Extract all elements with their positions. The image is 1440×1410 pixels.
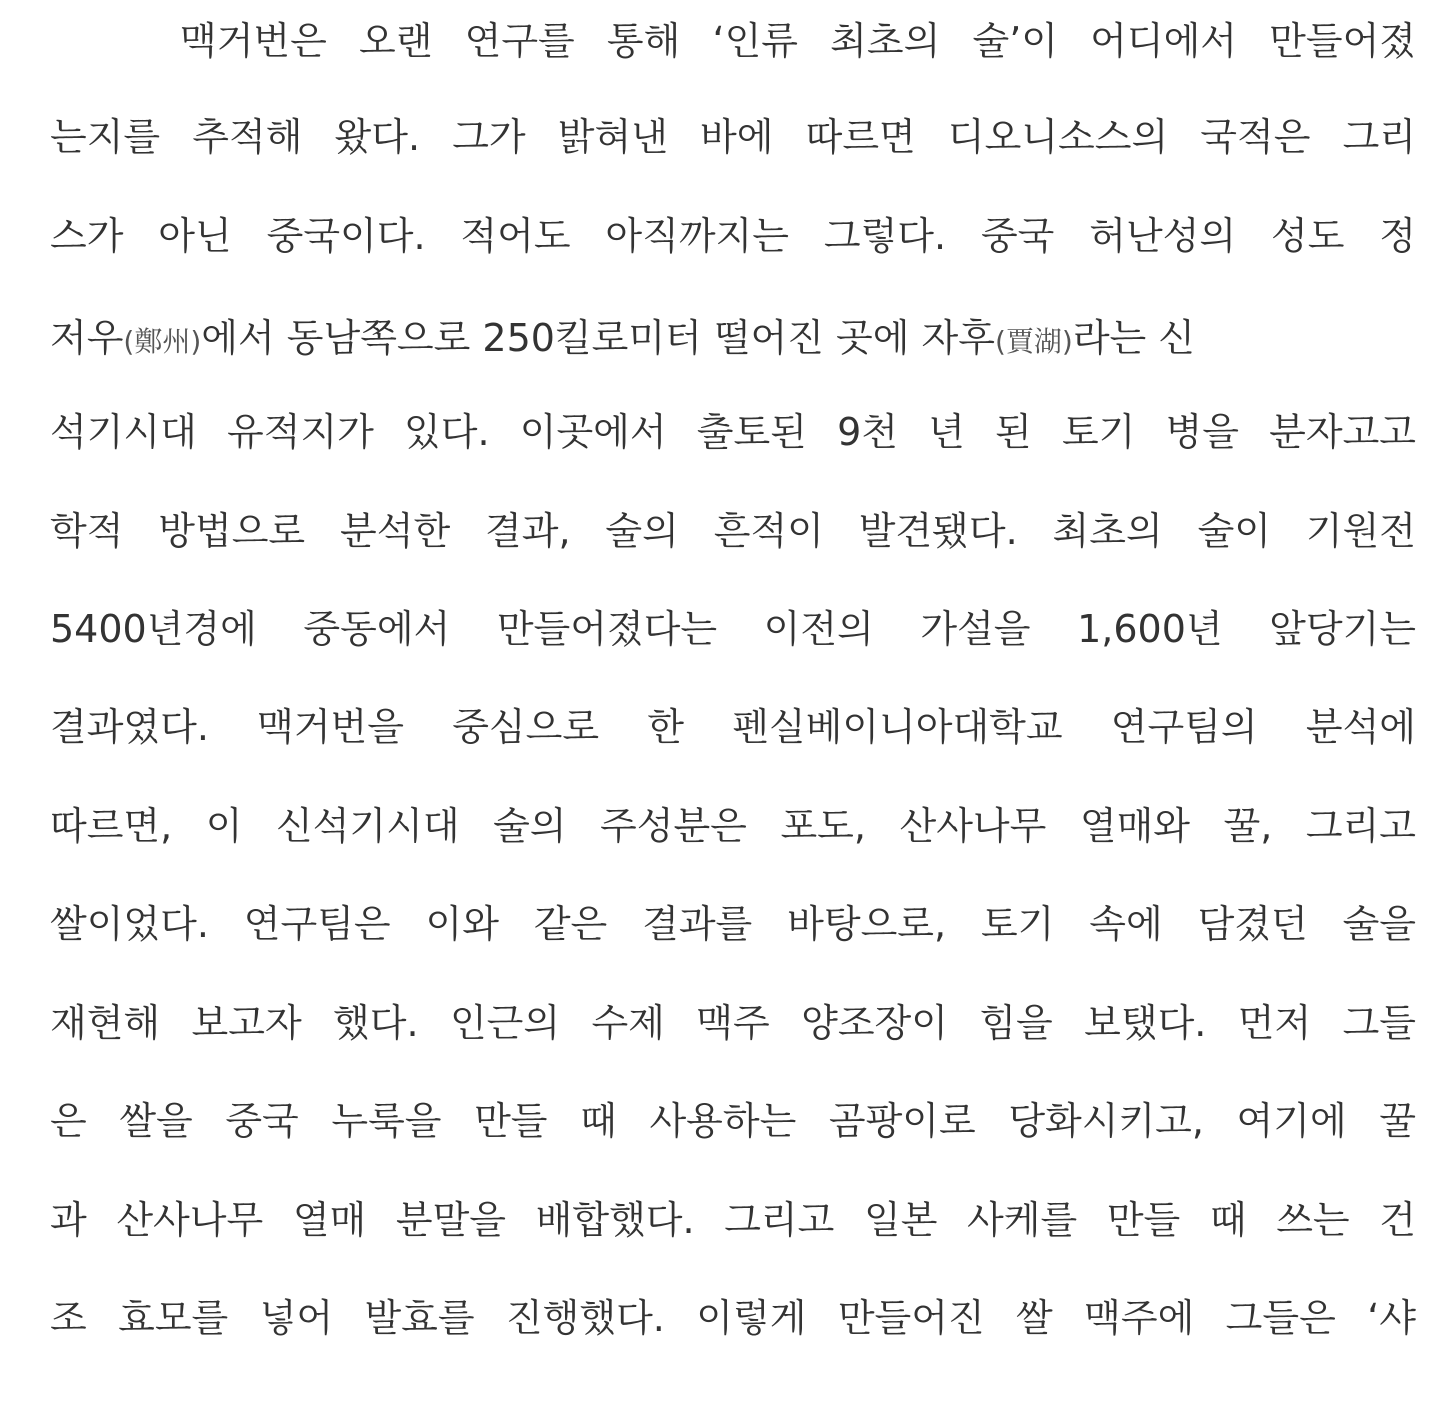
text-line-7: 5400년경에 중동에서 만들어졌다는 이전의 가설을 1,600년 앞당기는: [50, 607, 1416, 651]
text-line-11: 재현해 보고자 했다. 인근의 수제 맥주 양조장이 힘을 보탰다. 먼저 그들: [50, 1001, 1416, 1045]
hanja-annotation: (鄭州): [123, 324, 202, 358]
text-line-12: 은 쌀을 중국 누룩을 만들 때 사용하는 곰팡이로 당화시키고, 여기에 꿀: [50, 1099, 1416, 1143]
text-line-4: [50, 299, 1416, 369]
text-line-2: 는지를 추적해 왔다. 그가 밝혀낸 바에 따르면 디오니소스의 국적은 그리: [50, 115, 1416, 159]
text-line-8: 결과였다. 맥거번을 중심으로 한 펜실베이니아대학교 연구팀의 분석에: [50, 705, 1416, 749]
text-line-13: 과 산사나무 열매 분말을 배합했다. 그리고 일본 사케를 만들 때 쓰는 건: [50, 1198, 1416, 1242]
text-line-9: 따르면, 이 신석기시대 술의 주성분은 포도, 산사나무 열매와 꿀, 그리고: [50, 804, 1416, 848]
hanja-annotation: (賈湖): [994, 324, 1073, 358]
text-line-1: 맥거번은 오랜 연구를 통해 ‘인류 최초의 술’이 어디에서 만들어졌: [180, 19, 1416, 63]
text-line-4-segment: 저우(鄭州)에서 동남쪽으로 250킬로미터 떨어진 곳에 자후(賈湖)라는 신: [50, 315, 1196, 360]
text-line-5: 석기시대 유적지가 있다. 이곳에서 출토된 9천 년 된 토기 병을 분자고고: [50, 410, 1416, 454]
text-line-14: 조 효모를 넣어 발효를 진행했다. 이렇게 만들어진 쌀 맥주에 그들은 ‘샤: [50, 1296, 1416, 1340]
text-line-6: 학적 방법으로 분석한 결과, 술의 흔적이 발견됐다. 최초의 술이 기원전: [50, 509, 1416, 553]
document-page: [50, 0, 1416, 1410]
text-line-10: 쌀이었다. 연구팀은 이와 같은 결과를 바탕으로, 토기 속에 담겼던 술을: [50, 902, 1416, 946]
text-line-3: 스가 아닌 중국이다. 적어도 아직까지는 그렇다. 중국 허난성의 성도 정: [50, 214, 1416, 258]
